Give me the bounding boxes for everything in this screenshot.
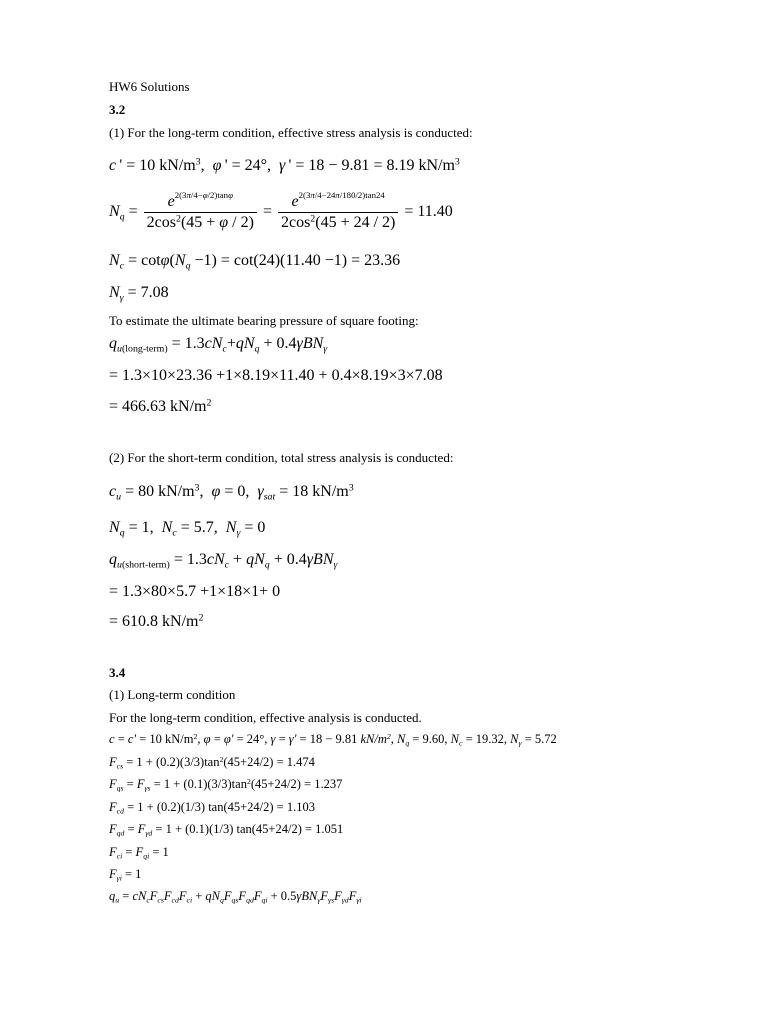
section-number-3-2: 3.2: [109, 102, 126, 117]
nq-equation: $N_q$ = $\frac{e^{2(3\pi/4-\varphi/2)tan\varphi}}{2\cos^2(45 + \varphi / 2)}$ = $\frac{e^{2(3\pi/4-24\pi/180/2)tan24}}{2\cos^2(45 + 24 / 2)}$ = 11.40: [109, 190, 453, 231]
qu-general-equation: $q_u = cN_cF_{cs}F_{cd}F_{ci} + qN_qF_{qs}F_{qd}F_{qi} + 0.5\gamma BN_\gamma F_{\gamma s}F_{\gamma d}F_{\gamma i}$: [109, 889, 362, 905]
short-term-parameters-equation: $c_u = 80$ $kN/m^3$, φ = 0, $\gamma_{sat} = 18$ $kN/m^3$: [109, 482, 354, 503]
fci-equation: $F_{ci} = F_{qi} = 1$: [109, 845, 169, 861]
qu-long-term-substitution: = 1.3×10×23.36 +1×8.19×11.40 + 0.4×8.19×3×7.08: [109, 367, 443, 384]
qu-short-term-formula: $q_{u(short-term)} = 1.3cN_c + qN_q + 0.4\gamma BN_\gamma$: [109, 551, 338, 571]
section-3-2-part1-intro: (1) For the long-term condition, effective stress analysis is conducted:: [109, 125, 473, 140]
ny-equation: $N_\gamma = 7.08$: [109, 284, 169, 304]
section-number-3-4: 3.4: [109, 665, 126, 680]
document-header: HW6 Solutions: [109, 79, 190, 94]
section-3-4-parameters: c = c' = 10 $kN/m^2$, φ = φ' = 24°, γ = γ' = 18 − 9.81 $kN/m^2$, $N_q = 9.60$, $N_c = 19.32$, $N_\gamma = 5.72$: [109, 731, 557, 748]
square-footing-intro: To estimate the ultimate bearing pressure of square footing:: [109, 313, 419, 328]
qu-long-term-result: = 466.63 $kN/m^2$: [109, 397, 212, 415]
fcd-equation: $F_{cd} = 1 + (0.2)(1/3) \tan(45+24/2) = 1.103$: [109, 800, 315, 816]
long-term-parameters-equation: c ' = 10 $kN/m^3$, φ ' = 24°, γ ' = 18 − 9.81 = 8.19 $kN/m^3$: [109, 156, 460, 174]
section-3-4-part1-intro: For the long-term condition, effective analysis is conducted.: [109, 710, 422, 725]
qu-short-term-result: = 610.8 $kN/m^2$: [109, 612, 204, 630]
fcs-equation: $F_{cs} = 1 + (0.2)(3/3)\tan^2(45+24/2) = 1.474$: [109, 754, 315, 771]
qu-long-term-formula: $q_{u(long-term)} = 1.3cN_c+qN_q + 0.4\gamma BN_\gamma$: [109, 335, 328, 355]
fyi-equation: $F_{\gamma i} = 1$: [109, 867, 142, 883]
fqs-equation: $F_{qs} = F_{\gamma s} = 1 + (0.1)(3/3)\tan^2(45+24/2) = 1.237$: [109, 776, 343, 793]
short-term-factors-equation: $N_q = 1$, $N_c = 5.7$, $N_\gamma = 0$: [109, 519, 266, 539]
section-3-4-part1-title: (1) Long-term condition: [109, 687, 236, 702]
qu-short-term-substitution: = 1.3×80×5.7 +1×18×1+ 0: [109, 583, 281, 600]
fqd-equation: $F_{qd} = F_{\gamma d} = 1 + (0.1)(1/3) \tan(45+24/2) = 1.051$: [109, 822, 344, 838]
section-3-2-part2-intro: (2) For the short-term condition, total stress analysis is conducted:: [109, 450, 454, 465]
nc-equation: $N_c = \cot\varphi(N_q -1) = \cot(24)(11.40 -1) = 23.36$: [109, 252, 401, 272]
